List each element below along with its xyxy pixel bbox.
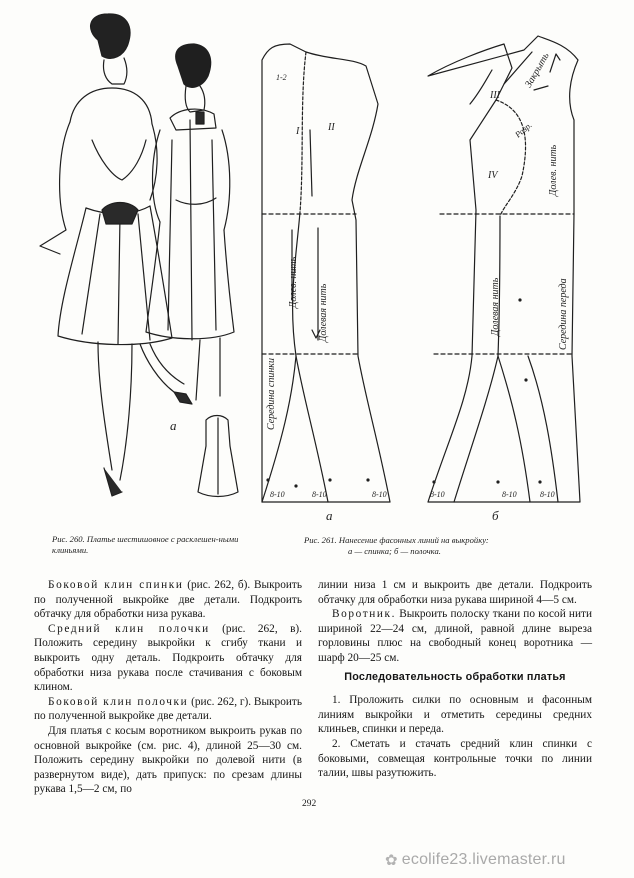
label-center-back: Середина спинки: [266, 358, 277, 430]
roman-numeral-iii: III: [490, 90, 500, 101]
para-sleeve-continued: линии низа 1 см и выкроить две детали. Подкроить обтачку для обработки низа рукава шириной 4—5 см.: [318, 579, 592, 606]
watermark-text: ecolife23.livemaster.ru: [401, 851, 566, 868]
label-closed: Закрыть: [523, 50, 552, 90]
hem-mark-4: 8-10: [430, 490, 445, 499]
fig261-letter-a: а: [326, 508, 333, 523]
fig260-letter-a: а: [170, 418, 177, 433]
label-grain-front-center: Долев. нить: [548, 144, 559, 196]
label-grain-front-side: Долевая нить: [490, 277, 501, 336]
roman-numeral-iv: IV: [488, 170, 498, 181]
pattern-back: [262, 44, 390, 502]
fig261-caption-line2: а — спинка; б — полочка.: [348, 546, 441, 556]
para-front-side-wedge: Боковой клин полочки (рис. 262, г). Выкроить по полученной выкройке две детали.: [34, 695, 302, 723]
dress-back-view: [198, 416, 238, 497]
roman-numeral-ii: II: [328, 122, 335, 133]
step-1: 1. Проложить силки по основным и фасонным линиям выкройки и отметить середины средних клиньев, спинки и переда.: [318, 694, 592, 736]
roman-numeral-i: I: [296, 126, 300, 137]
text-column-left: [34, 578, 302, 797]
para-back-side-wedge: Боковой клин спинки (рис. 262, б). Выкроить по полученной выкройке две детали. Подкроить обтачку для обработки низа рукава.: [34, 579, 302, 621]
hem-mark-5: 8-10: [502, 490, 517, 499]
pattern-front: [428, 36, 580, 502]
para-collar: Воротник. Выкроить полоску ткани по косой нити шириной 22—24 см, длиной, равной длине выреза горловины плюс на свободный конец воротника — шарф 20—25 см.: [318, 608, 592, 664]
hem-mark-1: 8-10: [270, 490, 285, 499]
fig260-label: Рис. 260.: [52, 534, 85, 544]
section-heading: Последовательность обработки платья: [344, 670, 566, 683]
text-column-right: [318, 578, 592, 781]
para-sleeve: Для платья с косым воротником выкроить рукав по основной выкройке (см. рис. 4), длиной 25—30 см. Положить середину выкройки по долевой нити (в развернутом виде), дать припуск: по срезам длины рукава 1,5—2 см, по: [34, 724, 302, 796]
page-number: 292: [302, 799, 317, 809]
dress-figure-right: [146, 44, 234, 400]
label-grain-back-side: Долев. нить: [288, 256, 299, 308]
hem-mark-3: 8-10: [372, 490, 387, 499]
fig260-caption: [52, 534, 258, 556]
label-center-front: Середина переда: [558, 278, 569, 350]
para-front-middle-wedge: Средний клин полочки (рис. 262, в). Положить середину выкройки к сгибу ткани и выкроить одну деталь. Подкроить обтачку для обработки низа рукава после стачивания с боковым клином.: [34, 622, 302, 694]
hem-mark-2: 8-10: [312, 490, 327, 499]
label-grain-back-center: Долевая нить: [318, 283, 329, 342]
flower-icon: ✿: [385, 852, 398, 869]
label-cut: Разр.: [512, 119, 534, 140]
fig261-caption: [304, 535, 584, 557]
fig261-caption-line1: Нанесение фасонных линий на выкройку:: [338, 535, 489, 545]
fig261-letter-b: б: [492, 508, 499, 523]
step-2: 2. Сметать и стачать средний клин спинки с боковыми, совмещая контрольные точки по линии талии, швы разутюжить.: [318, 737, 592, 780]
fig261-label: Рис. 261.: [304, 535, 337, 545]
fig260-caption-text: Платье шестишовное с расклешен-ными клиньями.: [52, 534, 239, 555]
watermark: [385, 851, 566, 869]
hem-mark-6: 8-10: [540, 490, 555, 499]
side-mark-12: 1-2: [276, 73, 287, 82]
